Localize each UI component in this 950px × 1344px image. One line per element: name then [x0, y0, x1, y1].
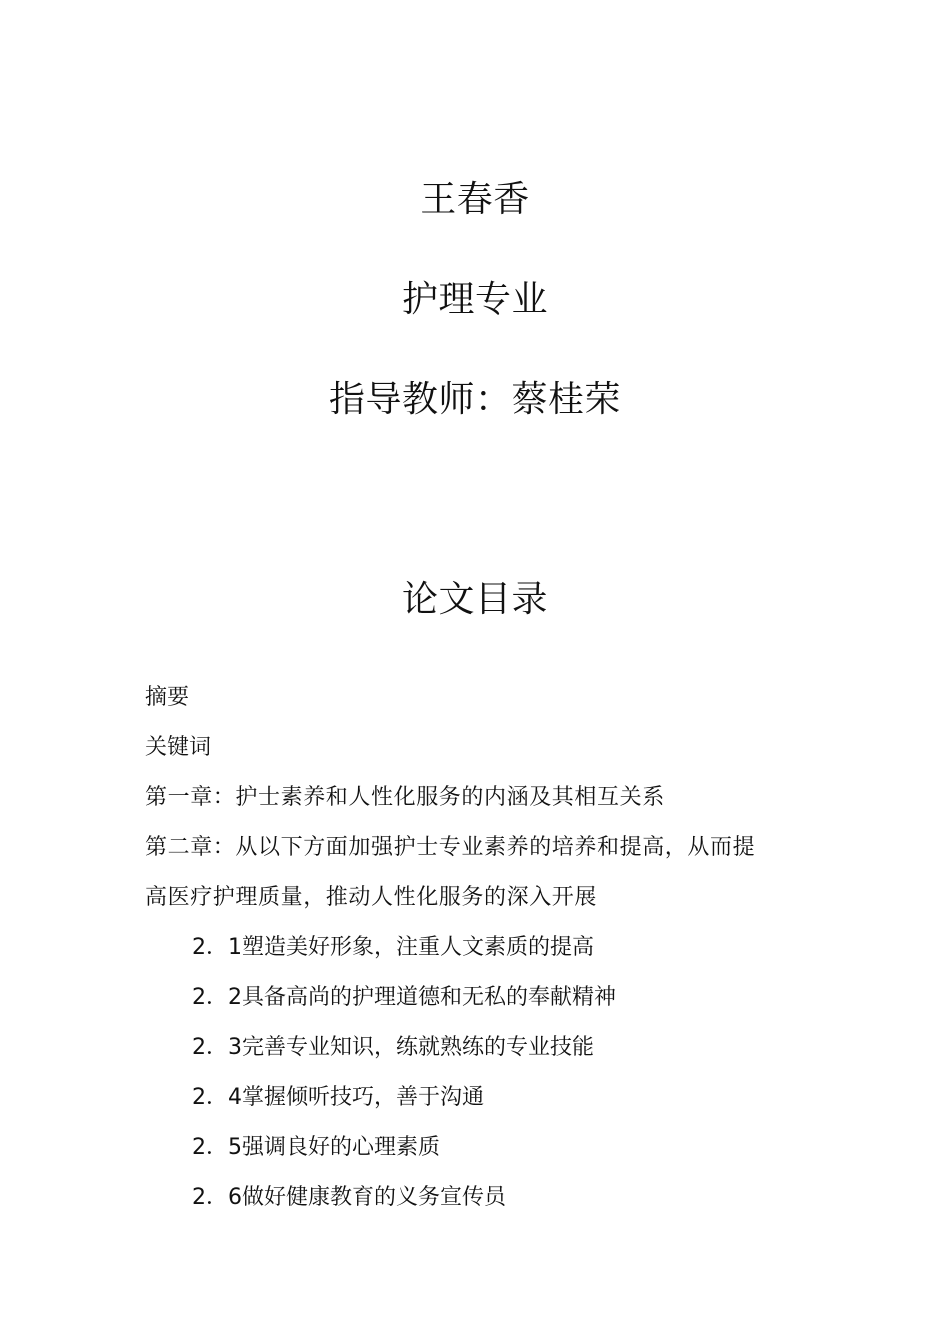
toc-item-keywords: 关键词 [145, 735, 212, 760]
toc-heading: 论文目录 [401, 579, 548, 620]
toc-item-abstract: 摘要 [145, 685, 190, 710]
toc-item-section-2-4: 2．4掌握倾听技巧，善于沟通 [192, 1085, 484, 1110]
toc-item-section-2-1: 2．1塑造美好形象，注重人文素质的提高 [192, 935, 594, 960]
toc-item-section-2-5: 2．5强调良好的心理素质 [192, 1135, 440, 1160]
toc-item-section-2-3: 2．3完善专业知识，练就熟练的专业技能 [192, 1035, 594, 1060]
toc-item-chapter-2: 第二章：从以下方面加强护士专业素养的培养和提高，从而提 [145, 835, 756, 860]
toc-item-section-2-6: 2．6做好健康教育的义务宣传员 [192, 1185, 506, 1210]
toc-item-chapter-1: 第一章：护士素养和人性化服务的内涵及其相互关系 [145, 785, 665, 810]
author-name: 王春香 [420, 179, 530, 220]
major-title: 护理专业 [401, 279, 548, 320]
advisor-line: 指导教师：蔡桂荣 [328, 379, 621, 420]
toc-item-section-2-2: 2．2具备高尚的护理道德和无私的奉献精神 [192, 985, 616, 1010]
table-of-contents [145, 678, 825, 1228]
toc-item-chapter-2-continued: 高医疗护理质量，推动人性化服务的深入开展 [145, 885, 598, 910]
